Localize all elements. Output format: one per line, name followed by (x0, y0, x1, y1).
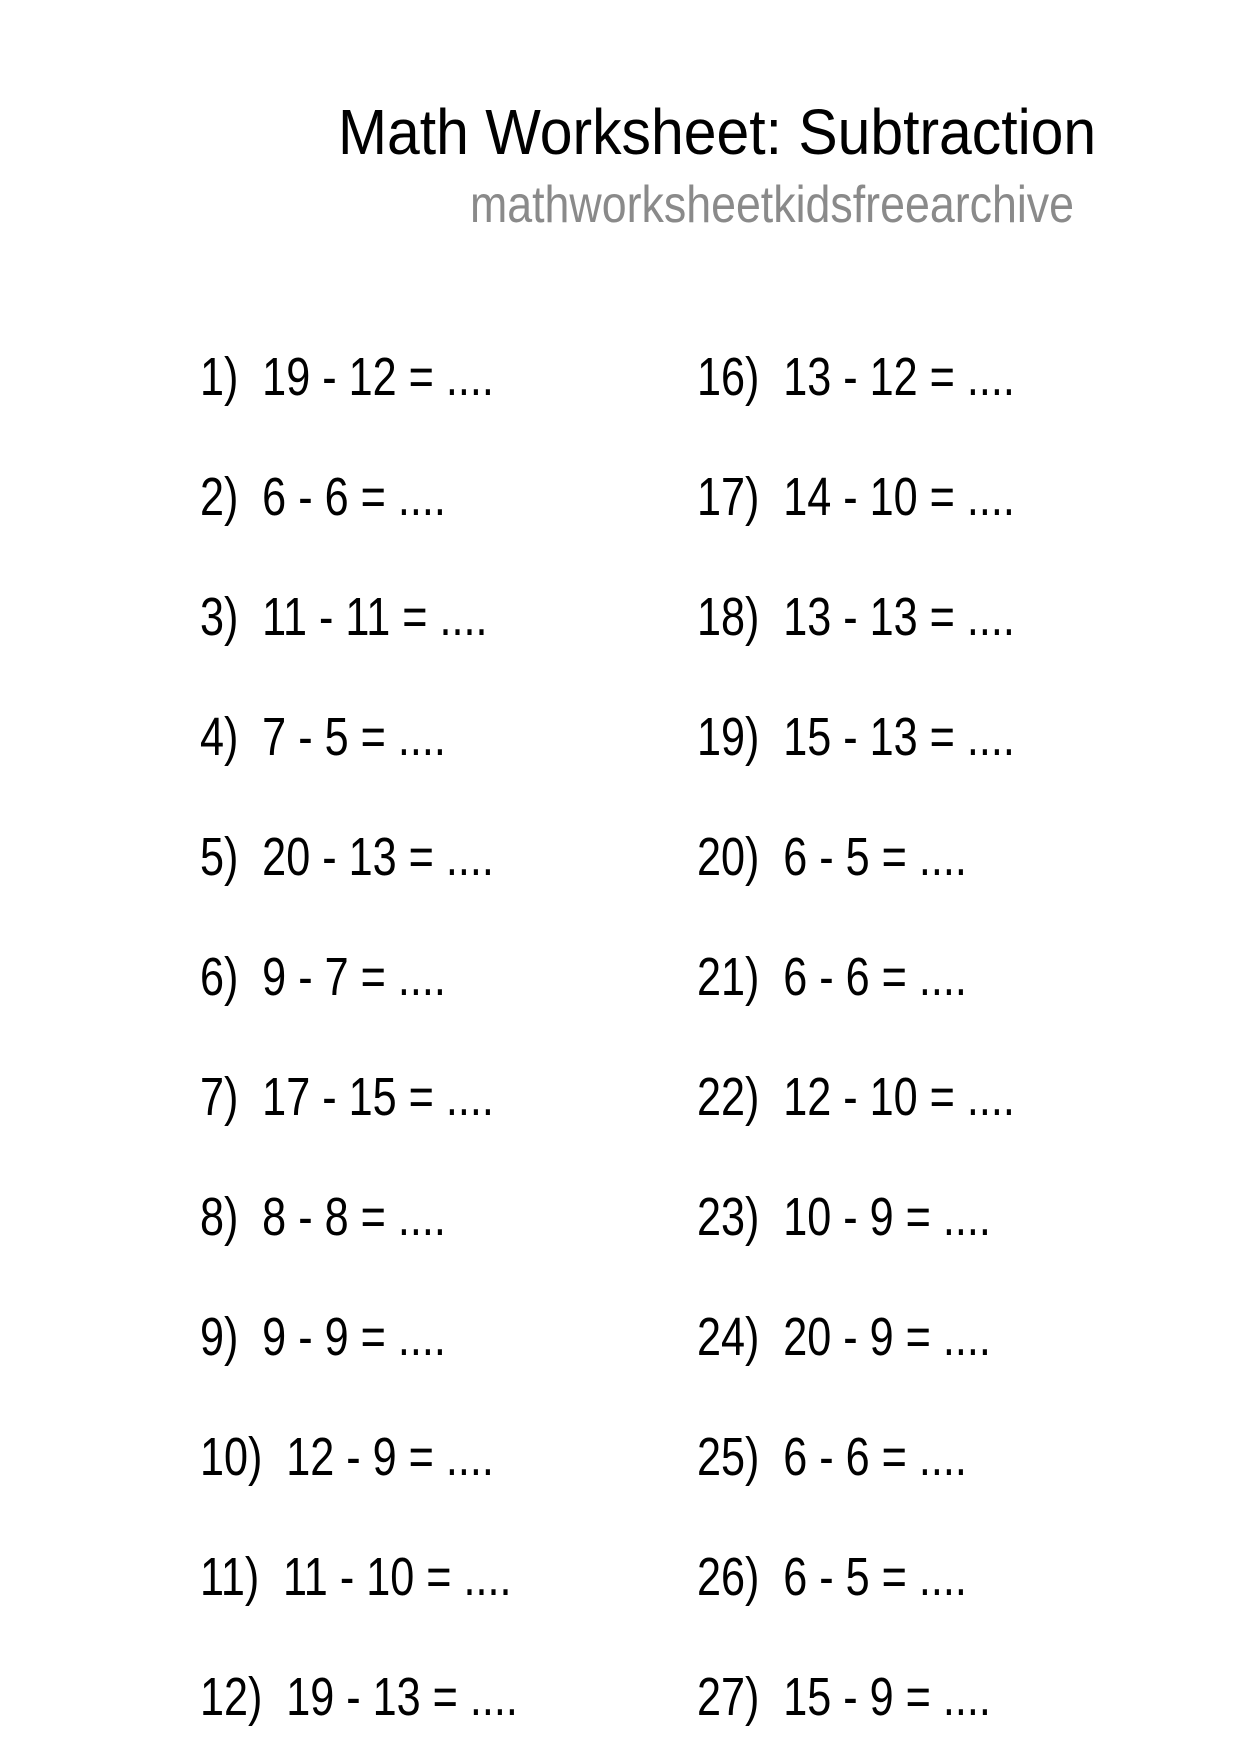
problem-row (697, 467, 1015, 527)
problem-expression: 8 - 8 = .... (262, 1187, 446, 1247)
problem-row (697, 1547, 967, 1607)
problem-number: 23) (697, 1187, 760, 1247)
problem-expression: 12 - 9 = .... (286, 1427, 494, 1487)
problem-expression: 14 - 10 = .... (783, 467, 1015, 527)
problem-number: 12) (200, 1667, 263, 1727)
problem-expression: 6 - 5 = .... (783, 1547, 967, 1607)
problem-expression: 13 - 12 = .... (783, 347, 1015, 407)
problem-expression: 20 - 9 = .... (783, 1307, 991, 1367)
problem-row (697, 587, 1015, 647)
problem-expression: 6 - 6 = .... (783, 947, 967, 1007)
problem-row (697, 347, 1015, 407)
problem-number: 7) (200, 1067, 239, 1127)
problem-expression: 17 - 15 = .... (262, 1067, 494, 1127)
problem-number: 22) (697, 1067, 760, 1127)
problem-number: 25) (697, 1427, 760, 1487)
problem-number: 16) (697, 347, 760, 407)
problem-row (697, 1307, 991, 1367)
problem-number: 26) (697, 1547, 760, 1607)
problem-number: 2) (200, 467, 239, 527)
problem-row (200, 827, 494, 887)
problem-number: 3) (200, 587, 239, 647)
problem-row (697, 1067, 1015, 1127)
problem-expression: 19 - 13 = .... (286, 1667, 518, 1727)
problem-row (200, 707, 446, 767)
problem-row (200, 1547, 512, 1607)
problem-expression: 13 - 13 = .... (783, 587, 1015, 647)
problem-number: 6) (200, 947, 239, 1007)
problem-row (697, 1187, 991, 1247)
problem-number: 21) (697, 947, 760, 1007)
page-title: Math Worksheet: Subtraction (338, 96, 1097, 168)
problem-expression: 6 - 6 = .... (783, 1427, 967, 1487)
problem-number: 9) (200, 1307, 239, 1367)
problem-number: 17) (697, 467, 760, 527)
problem-row (697, 1427, 967, 1487)
problem-row (697, 1667, 991, 1727)
problem-expression: 9 - 9 = .... (262, 1307, 446, 1367)
problem-number: 24) (697, 1307, 760, 1367)
problem-number: 10) (200, 1427, 263, 1487)
problem-number: 27) (697, 1667, 760, 1727)
problem-number: 4) (200, 707, 239, 767)
problem-number: 5) (200, 827, 239, 887)
problem-row (200, 1427, 494, 1487)
problem-expression: 7 - 5 = .... (262, 707, 446, 767)
site-watermark: mathworksheetkidsfreearchive (470, 176, 1074, 234)
problem-number: 18) (697, 587, 760, 647)
problem-expression: 9 - 7 = .... (262, 947, 446, 1007)
problem-row (697, 827, 967, 887)
problem-expression: 11 - 11 = .... (262, 587, 488, 647)
problem-expression: 6 - 5 = .... (783, 827, 967, 887)
problem-row (697, 947, 967, 1007)
problem-number: 20) (697, 827, 760, 887)
problem-expression: 15 - 9 = .... (783, 1667, 991, 1727)
problem-row (697, 707, 1015, 767)
problem-row (200, 347, 494, 407)
problem-row (200, 1307, 446, 1367)
problem-number: 8) (200, 1187, 239, 1247)
problem-row (200, 1187, 446, 1247)
problem-number: 19) (697, 707, 760, 767)
problem-expression: 6 - 6 = .... (262, 467, 446, 527)
problem-row (200, 1667, 518, 1727)
problem-row (200, 1067, 494, 1127)
problem-expression: 11 - 10 = .... (282, 1547, 512, 1607)
problem-expression: 19 - 12 = .... (262, 347, 494, 407)
problem-number: 11) (200, 1547, 260, 1607)
problem-number: 1) (200, 347, 239, 407)
problem-expression: 20 - 13 = .... (262, 827, 494, 887)
problem-row (200, 467, 446, 527)
problem-expression: 12 - 10 = .... (783, 1067, 1015, 1127)
problem-row (200, 947, 446, 1007)
problem-expression: 15 - 13 = .... (783, 707, 1015, 767)
problem-row (200, 587, 488, 647)
problem-expression: 10 - 9 = .... (783, 1187, 991, 1247)
